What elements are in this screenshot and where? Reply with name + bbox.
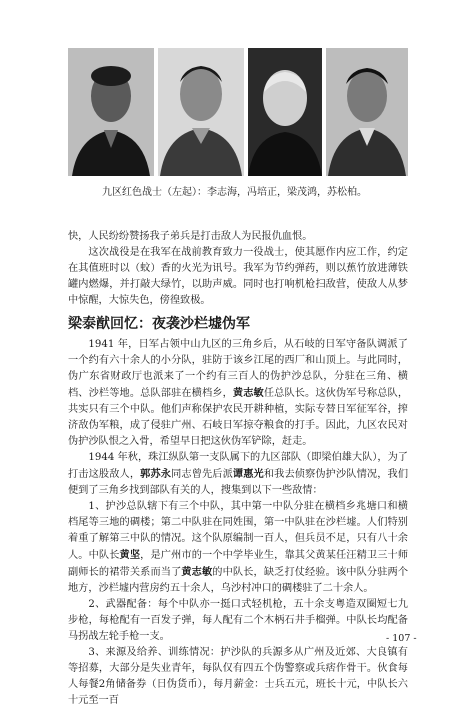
list-item-1 bbox=[68, 499, 408, 597]
item1-text-a: 1、护沙总队辖下有三个中队，其中第一中队分驻在横档乡兆塘口和横档尾等三地的碉楼；第二中队驻在同姓围，第一中队驻在沙栏墟。人们特别着重了解第三中队的情况。这个队原编制一百人，但兵员不足，只有八十余人。中队长 bbox=[68, 501, 408, 561]
item1-name-bold-1: 黄坚 bbox=[119, 549, 141, 561]
paragraph-1944 bbox=[68, 450, 408, 499]
list-item-2: 2、武器配备：每个中队亦一挺口式轻机枪，五十余支粤造双圈短七九步枪，每枪配有一百发子弹，每人配有二个木柄石井手榴弹。中队长均配备马拐战左轮手枪一支。 bbox=[68, 599, 408, 642]
para2-text-c: 和我去侦察伪护沙队情况，我们便到了三角乡找到部队有关的人，搜集到以下一些敌情： bbox=[68, 469, 409, 496]
portrait-photo-2 bbox=[158, 48, 244, 176]
photo-row bbox=[68, 48, 408, 176]
item1-text-c: 的中队长，缺乏打仗经验。该中队分驻两个地方，沙栏墟内营房约五十余人，乌沙村冲口的碉楼驻了二十余人。 bbox=[68, 567, 409, 594]
portrait-photo-4 bbox=[326, 48, 408, 176]
para2-name-bold-2: 谭惠光 bbox=[232, 468, 264, 480]
intro-line: 快，人民纷纷赞扬我子弟兵是打击敌人为民报仇血恨。 bbox=[68, 231, 313, 242]
list-item-3: 3、来源及给养、训练情况：护沙队的兵源多从广州及近郊、大良镇有等招募，大部分是失业青年，每队仅有四五个伪警察或兵痞作骨干。伙食每人每餐2角储备券（日伪货币），每月薪金：士兵五元，班长十元，中队长六十元至一百 bbox=[68, 647, 408, 706]
para2-text-b: 同志曾先后派 bbox=[171, 469, 233, 480]
page-number: - 107 - bbox=[386, 633, 417, 644]
photo-caption: 九区红色战士（左起）：李志海，冯培正，梁茂鸿，苏松柏。 bbox=[102, 187, 367, 198]
section-title: 梁泰猷回忆：夜袭沙栏墟伪军 bbox=[68, 316, 250, 332]
item1-name-bold-2: 黄志敏 bbox=[181, 566, 213, 578]
para2-text-a: 1944 年秋，珠江纵队第一支队属下的九区部队（即梁伯雄大队），为了打击这股敌人， bbox=[68, 452, 408, 480]
portrait-photo-3 bbox=[248, 48, 322, 176]
para2-name-bold-1: 郭苏永 bbox=[140, 468, 172, 480]
tactics-paragraph: 这次战役是在我军在战前教育致力一役战士，使其愿作内应工作，约定在其值班时以（蚊）香的火光为讯号。我军为节约弹药，则以蕉竹放进薄铁罐内燃爆，并打敲大绿竹，以助声威。同时也打响机枪扫敌营，使敌人从梦中惊醒，大惊失色，傍徨致极。 bbox=[68, 247, 408, 306]
intro-paragraph bbox=[68, 229, 408, 309]
portrait-photo-1 bbox=[68, 48, 154, 176]
para1-text-b: 任总队长。这伙伪军号称总队，共实只有三个中队。他们声称保护农民开耕种植，实际专替日军征军谷，搾济敌伪军粮，成了侵驻广州、石岐日军掠夺粮食的打手。因此，九区农民对伪护沙队恨之入骨，希望早日把这伙伪军铲除，赶走。 bbox=[68, 388, 409, 447]
para1-text-a: 1941 年，日军占领中山九区的三角乡后，从石岐的日军守备队调派了一个约有六十余人的小分队，驻防于该乡江尾的西厂和山顶上。与此同时，伪广东省财政厅也派来了一个约有三百人的伪护沙总队，分驻在三角、横档、沙栏等地。总队部驻在横档乡， bbox=[68, 339, 408, 399]
para1-name-bold: 黄志敏 bbox=[232, 387, 264, 399]
item1-text-b: ，是广州市的一个中学毕业生，靠其父黄某任汪精卫三十师副师长的裙带关系而当了 bbox=[68, 550, 409, 578]
article-body bbox=[68, 337, 408, 709]
paragraph-1941 bbox=[68, 337, 408, 450]
